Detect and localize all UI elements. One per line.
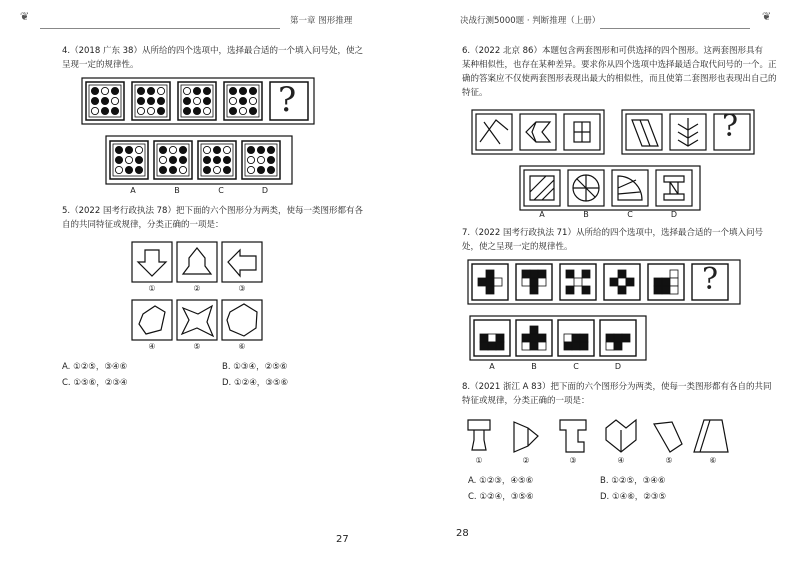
q6-text-line2: 某种相似性，也存在某种差异。要求你从四个选项中选择最适合取代问号的一个。正 [462,60,777,70]
q7-stem-1-cell [478,278,486,286]
q8-shape-2 [514,422,538,452]
q7-option-c-cell [580,342,588,350]
q7-question-mark: ? [702,262,719,297]
q7-stem-2-cell [522,278,530,286]
right-page [400,0,800,566]
q7-stem-4-cell [618,286,626,294]
leaf-ornament-icon: ❦ [20,10,30,23]
q7-option-d-cell [614,334,622,342]
q6-text-line4: 特征。 [462,88,488,98]
q7-option-b-cell [538,334,546,342]
q4-option-a-dot [125,146,132,153]
q4-option-b-dot [159,156,166,163]
q4-option-c-dot [223,166,230,173]
book-header: 决战行测5000题 · 判断推理（上册） [460,16,601,26]
q7-stem-5-cell [654,286,662,294]
q4-option-b-dot [179,166,186,173]
chapter-header: 第一章 图形推理 [290,16,353,26]
q4-option-b-dot [169,146,176,153]
q7-stem-3-cell [566,270,574,278]
q7-option-a-cell [496,342,504,350]
q4-option-d-dot [257,146,264,153]
q7-stem-5-cell [662,278,670,286]
q7-label-a: A [489,362,495,371]
q4-stem-1-dot [111,107,118,114]
q4-stem-3-dot [193,107,200,114]
q5-option-c[interactable]: C. ①⑤⑥，②③④ [62,378,128,388]
q4-text [62,44,382,72]
q8-label-5: ⑤ [665,456,673,465]
q4-stem-1-dot [111,87,118,94]
leaf-ornament-icon-right: ❦ [762,10,772,23]
q4-stem-3-dot [203,87,210,94]
q4-option-b-dot [179,146,186,153]
q7-option-b-cell [522,342,530,350]
q7-stem-1-cell [494,278,502,286]
q8-shape-1 [468,420,490,450]
q4-option-c-dot [203,156,210,163]
q5-box-4 [132,300,172,340]
q7-option-b-cell [538,342,546,350]
q7-option-c-cell [564,342,572,350]
q7-stem-3-cell [582,286,590,294]
q7-stem-2-cell [530,286,538,294]
q7-label-b: B [531,362,537,371]
q4-stem-2-dot [137,87,144,94]
q5-label-1: ① [148,284,156,293]
q4-option-a-dot [125,166,132,173]
q7-stem-4-cell [610,278,618,286]
q4-option-b-dot [169,166,176,173]
q4-stem-2-dot [157,107,164,114]
q4-option-a-dot [125,156,132,163]
q7-stem-3-cell [582,270,590,278]
q4-stem-3-dot [193,97,200,104]
q8-label-3: ③ [569,456,577,465]
q7-option-a-cell [480,342,488,350]
q4-option-a-dot [135,166,142,173]
q5-text [62,204,382,232]
q7-stem-5-cell [670,278,678,286]
q4-option-c-dot [213,156,220,163]
q4-option-b-dot [179,156,186,163]
q4-stem-2-dot [137,107,144,114]
q7-stem-4-cell [626,278,634,286]
q7-option-a-cell [480,334,488,342]
q4-stem-2-dot [157,87,164,94]
q7-stem-2-cell [538,278,546,286]
q7-stem-5-cell [662,286,670,294]
q7-stem-1-cell [486,286,494,294]
q7-option-c-cell [572,342,580,350]
q7-stem-2-cell [530,278,538,286]
q6-set2-b-lines [678,118,698,146]
q4-stem-3-dot [193,87,200,94]
q7-stem-4-cell [618,270,626,278]
q4-stem-1-dot [91,87,98,94]
q5-shape-2 [183,248,211,274]
q5-shape-3 [228,250,256,276]
q5-text-line2: 自的共同特征或规律，分类正确的一项是： [62,220,224,230]
q6-label-c: C [627,210,633,219]
q8-option-b[interactable]: B. ①②⑤，③④⑥ [600,476,666,486]
q7-stem-3-cell [574,278,582,286]
q4-option-d-dot [257,166,264,173]
q4-option-c-dot [203,166,210,173]
q4-stem-2-dot [147,97,154,104]
q8-label-1: ① [475,456,483,465]
left-page-number: 27 [336,534,349,545]
q4-option-b-dot [159,166,166,173]
q7-option-b-cell [530,326,538,334]
q7-option-b-cell [530,342,538,350]
q6-set2-a-lines [632,120,658,146]
q6-set1-b-lines [526,122,550,142]
q8-shape-5 [654,422,682,452]
q4-option-c-dot [223,146,230,153]
q4-stem-2-dot [157,97,164,104]
q4-stem-3-dot [203,107,210,114]
q5-label-5: ⑤ [193,342,201,351]
q4-stem-4-dot [229,87,236,94]
q7-stem-4-cell [618,278,626,286]
q4-option-d-dot [257,156,264,163]
q4-stem-1-dot [111,97,118,104]
q7-option-c-cell [572,334,580,342]
q4-stem-4-dot [249,87,256,94]
q4-option-a-dot [115,146,122,153]
q7-option-a-cell [496,334,504,342]
q8-figures [400,414,800,474]
q4-option-b-dot [159,146,166,153]
q4-stem-1-dot [101,97,108,104]
q7-figure [400,258,800,368]
q4-stem-4-dot [239,107,246,114]
q4-option-d-dot [247,166,254,173]
q5-label-6: ⑥ [238,342,246,351]
q6-text [462,44,782,100]
q5-shape-6 [227,304,257,336]
q5-text-line1: 5.（2022 国考行政执法 78）把下面的六个图形分为两类，使每一类图形都有各 [62,206,363,216]
q8-text-line2: 特征或规律，分类正确的一项是： [462,396,590,406]
header-rule [40,28,280,29]
q8-shape-3 [560,420,586,452]
q4-option-d-dot [267,156,274,163]
q7-stem-2-cell [530,270,538,278]
q4-stem-4-dot [249,107,256,114]
q6-option-c-shape [618,176,642,200]
q8-label-6: ⑥ [709,456,717,465]
q6-option-a-shape [530,176,554,200]
q8-shape-4 [606,420,636,452]
q4-stem-4-dot [239,97,246,104]
q4-option-a-dot [135,156,142,163]
q5-shape-5 [182,306,213,336]
q7-option-row [470,316,646,360]
q4-option-d-dot [267,146,274,153]
q4-text-line2: 呈现一定的规律性。 [62,60,139,70]
q7-stem-1-cell [486,270,494,278]
q7-text-line1: 7.（2022 国考行政执法 71）从所给的四个选项中，选择最合适的一个填入问号 [462,228,763,238]
q6-text-line3: 确的答案应不仅使两套图形表现出最大的相似性，而且使第二套图形也表现出自己的 [462,74,777,84]
q8-option-a[interactable]: A. ①②③，④⑤⑥ [468,476,534,486]
q7-option-c-cell [580,334,588,342]
q4-stem-4-dot [239,87,246,94]
q8-shape-6 [694,420,728,452]
q8-option-c[interactable]: C. ①②④，③⑤⑥ [468,492,534,502]
q8-label-4: ④ [617,456,625,465]
q4-option-a-dot [135,146,142,153]
q7-stem-5-cell [654,278,662,286]
q7-option-d-cell [614,342,622,350]
q7-stem-5-cell [670,286,678,294]
q4-option-d-dot [247,156,254,163]
q5-shape-4 [139,306,165,334]
q4-label-c: C [218,186,224,195]
q7-text-line2: 处，使之呈现一定的规律性。 [462,242,573,252]
q5-label-4: ④ [148,342,156,351]
q4-stem-1-dot [91,97,98,104]
q4-stem-4-dot [229,97,236,104]
q4-option-d-dot [267,166,274,173]
q5-label-2: ② [193,284,201,293]
q7-stem-row [468,260,740,304]
q4-figure [0,76,400,216]
q7-option-a-cell [488,342,496,350]
q7-option-d-cell [606,342,614,350]
q7-stem-5-cell [670,270,678,278]
q6-question-mark: ? [722,109,739,144]
q4-stem-2-dot [137,97,144,104]
q4-stem-3-dot [183,97,190,104]
q8-text-line1: 8.（2021 浙江 A 83）把下面的六个图形分为两类，使每一类图形都有各自的共同 [462,382,772,392]
q5-option-b[interactable]: B. ①③④，②⑤⑥ [222,362,288,372]
q4-stem-1-dot [101,107,108,114]
q6-figure [400,108,800,218]
q4-label-a: A [130,186,136,195]
q6-set1-c-cross [574,122,590,142]
right-page-number: 28 [456,528,469,539]
q6-label-b: B [583,210,589,219]
q4-text-line1: 4.（2018 广东 38）从所给的四个选项中，选择最合适的一个填入问号处，使之 [62,46,363,56]
q4-stem-2-dot [147,107,154,114]
q4-option-row [106,136,292,184]
q7-stem-2-cell [522,270,530,278]
q5-option-a[interactable]: A. ①②⑤，③④⑥ [62,362,128,372]
q7-stem-1-cell [486,278,494,286]
q6-label-d: D [670,210,678,219]
q6-label-a: A [539,210,545,219]
q4-option-a-dot [115,166,122,173]
q4-option-d-dot [247,146,254,153]
q6-set1-a-lines [480,120,508,144]
q4-label-d: D [261,186,269,195]
q8-label-2: ② [522,456,530,465]
q7-label-c: C [573,362,579,371]
q4-label-b: B [174,186,180,195]
q5-label-3: ③ [238,284,246,293]
q4-option-c-dot [213,166,220,173]
q4-option-b-dot [169,156,176,163]
q6-option-d-shape [664,176,684,200]
q4-stem-4-dot [229,107,236,114]
q6-text-line1: 6.（2022 北京 86）本题包含两套图形和可供选择的四个图形。这两套图形具有 [462,46,763,56]
q4-stem-3-dot [183,107,190,114]
q4-option-c-dot [213,146,220,153]
q7-option-a-cell [488,334,496,342]
q8-text [462,380,792,408]
q4-stem-2-dot [147,87,154,94]
q7-stem-3-cell [566,286,574,294]
q7-option-d-cell [606,334,614,342]
q7-label-d: D [614,362,622,371]
q8-option-d[interactable]: D. ①④⑥，②③⑤ [600,492,667,502]
q7-option-c-cell [564,334,572,342]
q7-stem-2-cell [538,270,546,278]
q4-option-a-dot [115,156,122,163]
q4-stem-1-dot [101,87,108,94]
q4-stem-3-dot [183,87,190,94]
q5-option-d[interactable]: D. ①②④，③⑤⑥ [222,378,289,388]
q7-option-d-cell [622,334,630,342]
q4-stem-4-dot [249,97,256,104]
q6-options-frame [520,166,700,210]
q7-text [462,226,782,254]
q5-shape-1 [138,250,166,276]
q7-option-b-cell [522,334,530,342]
q6-set1-a [476,114,512,150]
q4-question-mark: ? [278,80,297,120]
q7-option-b-cell [530,334,538,342]
q4-stem-1-dot [91,107,98,114]
header-rule-right [600,28,750,29]
q4-option-c-dot [203,146,210,153]
q4-stem-3-dot [203,97,210,104]
q4-option-c-dot [223,156,230,163]
